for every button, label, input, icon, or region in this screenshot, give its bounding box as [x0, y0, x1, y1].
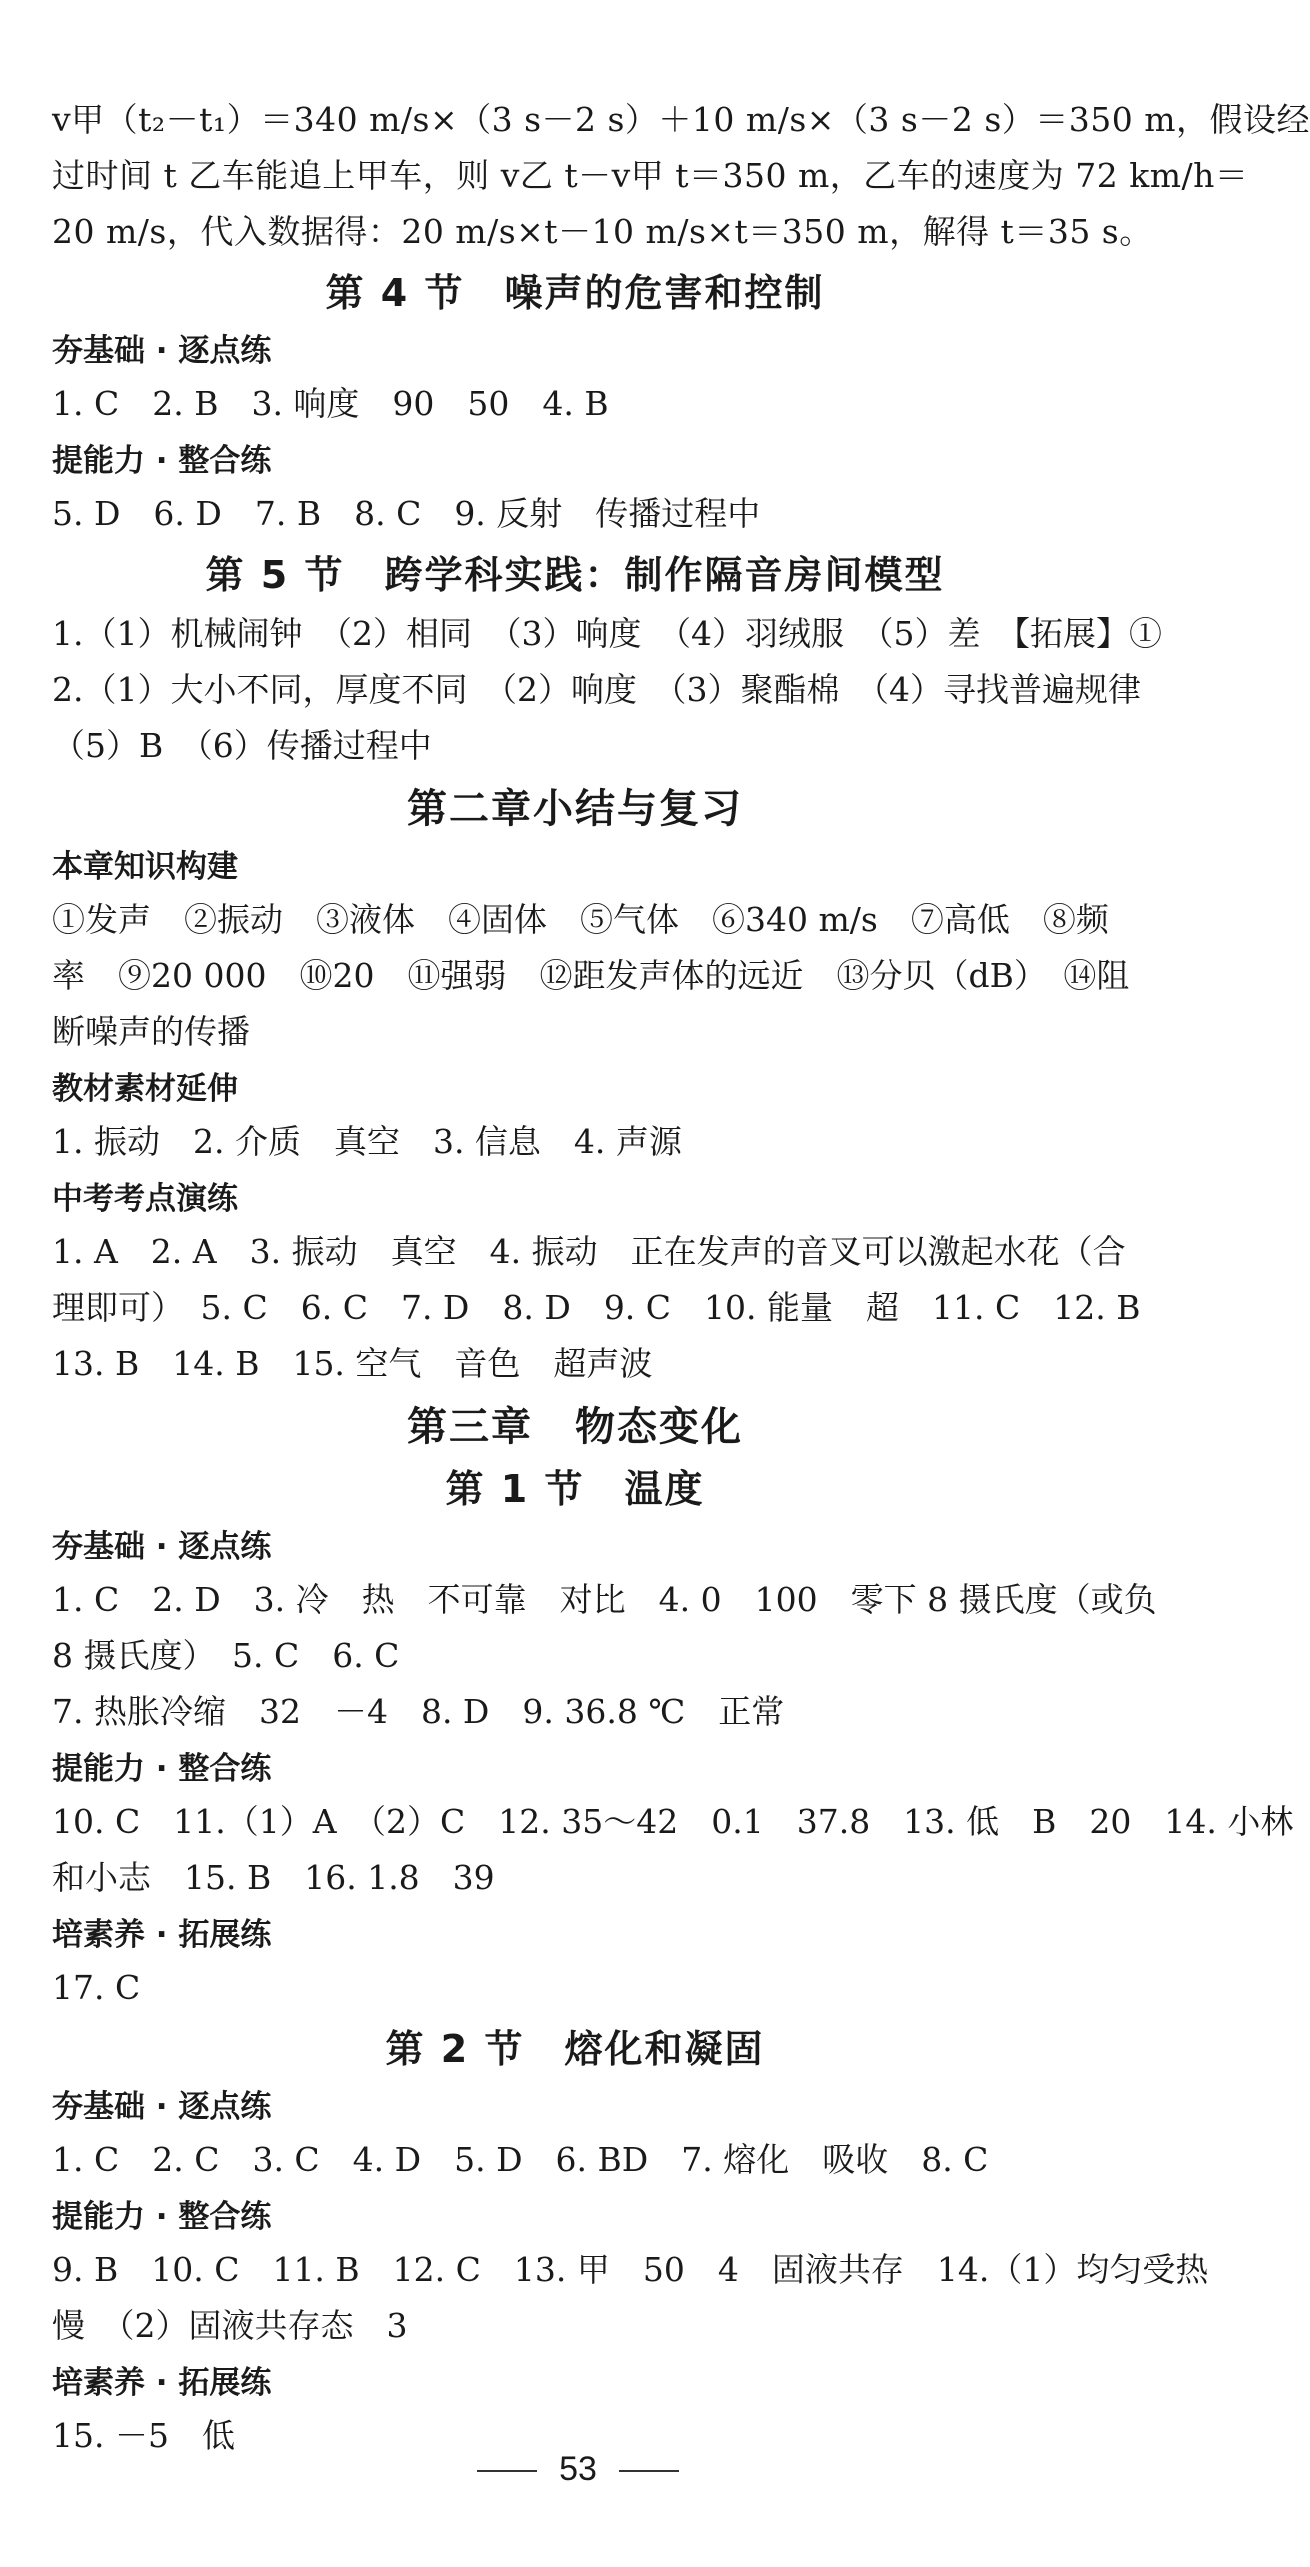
- answer-line: 5. D 6. D 7. B 8. C 9. 反射 传播过程中: [52, 494, 761, 533]
- answer-line: 1. C 2. B 3. 响度 90 50 4. B: [52, 384, 609, 423]
- answer-line: 和小志 15. B 16. 1.8 39: [52, 1858, 495, 1897]
- section-title-5: 第 5 节 跨学科实践：制作隔音房间模型: [205, 553, 945, 597]
- answer-line: 7. 热胀冷缩 32 －4 8. D 9. 36.8 ℃ 正常: [52, 1692, 785, 1731]
- section-title-2: 第 2 节 熔化和凝固: [385, 2027, 765, 2071]
- answer-line: 10. C 11.（1）A （2）C 12. 35～42 0.1 37.8 13. 低 B 20 14. 小林: [52, 1802, 1294, 1841]
- page-number: [0, 2450, 1156, 2489]
- answer-line: （5）B （6）传播过程中: [52, 726, 432, 765]
- subheading: 夯基础 · 逐点练: [52, 2089, 272, 2125]
- answer-line: 1. A 2. A 3. 振动 真空 4. 振动 正在发声的音叉可以激起水花（合: [52, 1232, 1126, 1271]
- subheading: 夯基础 · 逐点练: [52, 1529, 272, 1565]
- answer-line: 8 摄氏度） 5. C 6. C: [52, 1636, 400, 1675]
- answer-line: 慢 （2）固液共存态 3: [52, 2306, 408, 2345]
- answer-line: 9. B 10. C 11. B 12. C 13. 甲 50 4 固液共存 14.（1）均匀受热: [52, 2250, 1209, 2289]
- page-number-text: 53: [559, 2450, 597, 2488]
- subheading: 夯基础 · 逐点练: [52, 333, 272, 369]
- answer-line: 率 ⑨20 000 ⑩20 ⑪强弱 ⑫距发声体的远近 ⑬分贝（dB） ⑭阻: [52, 956, 1130, 995]
- subheading: 提能力 · 整合练: [52, 2199, 272, 2235]
- subheading: 培素养 · 拓展练: [52, 1917, 272, 1953]
- answer-line: 理即可） 5. C 6. C 7. D 8. D 9. C 10. 能量 超 11. C 12. B: [52, 1288, 1141, 1327]
- subheading: 教材素材延伸: [52, 1071, 238, 1107]
- subheading: 提能力 · 整合练: [52, 443, 272, 479]
- answer-line: ①发声 ②振动 ③液体 ④固体 ⑤气体 ⑥340 m/s ⑦高低 ⑧频: [52, 900, 1109, 939]
- section-title-1: 第 1 节 温度: [445, 1467, 705, 1511]
- answer-line: 1. 振动 2. 介质 真空 3. 信息 4. 声源: [52, 1122, 682, 1161]
- intro-paragraph: [52, 92, 1310, 260]
- dash-right: [619, 2470, 679, 2472]
- subheading: 本章知识构建: [52, 849, 238, 885]
- intro-line: 20 m/s，代入数据得：20 m/s×t－10 m/s×t＝350 m，解得 t＝35 s。: [52, 212, 1153, 251]
- answer-line: 1. C 2. C 3. C 4. D 5. D 6. BD 7. 熔化 吸收 8. C: [52, 2140, 989, 2179]
- subheading: 提能力 · 整合练: [52, 1751, 272, 1787]
- answer-line: 2.（1）大小不同，厚度不同 （2）响度 （3）聚酯棉 （4）寻找普遍规律: [52, 670, 1141, 709]
- answer-line: 断噪声的传播: [52, 1012, 250, 1051]
- answer-line: 17. C: [52, 1968, 141, 2007]
- answer-line: 15. －5 低: [52, 2416, 235, 2455]
- subheading: 培素养 · 拓展练: [52, 2365, 272, 2401]
- chapter-review-title: 第二章小结与复习: [407, 786, 743, 832]
- section-title-4: 第 4 节 噪声的危害和控制: [325, 271, 825, 315]
- chapter-title: 第三章 物态变化: [407, 1404, 743, 1450]
- subheading: 中考考点演练: [52, 1181, 238, 1217]
- intro-line: v甲（t₂－t₁）＝340 m/s×（3 s－2 s）＋10 m/s×（3 s－2 s）＝350 m，假设经: [52, 100, 1310, 139]
- answer-line: 1. C 2. D 3. 冷 热 不可靠 对比 4. 0 100 零下 8 摄氏度（或负: [52, 1580, 1157, 1619]
- intro-line: 过时间 t 乙车能追上甲车，则 v乙 t－v甲 t＝350 m，乙车的速度为 72 km/h＝: [52, 156, 1249, 195]
- dash-left: [477, 2470, 537, 2472]
- answer-line: 1.（1）机械闹钟 （2）相同 （3）响度 （4）羽绒服 （5）差 【拓展】①: [52, 614, 1162, 653]
- answer-line: 13. B 14. B 15. 空气 音色 超声波: [52, 1344, 653, 1383]
